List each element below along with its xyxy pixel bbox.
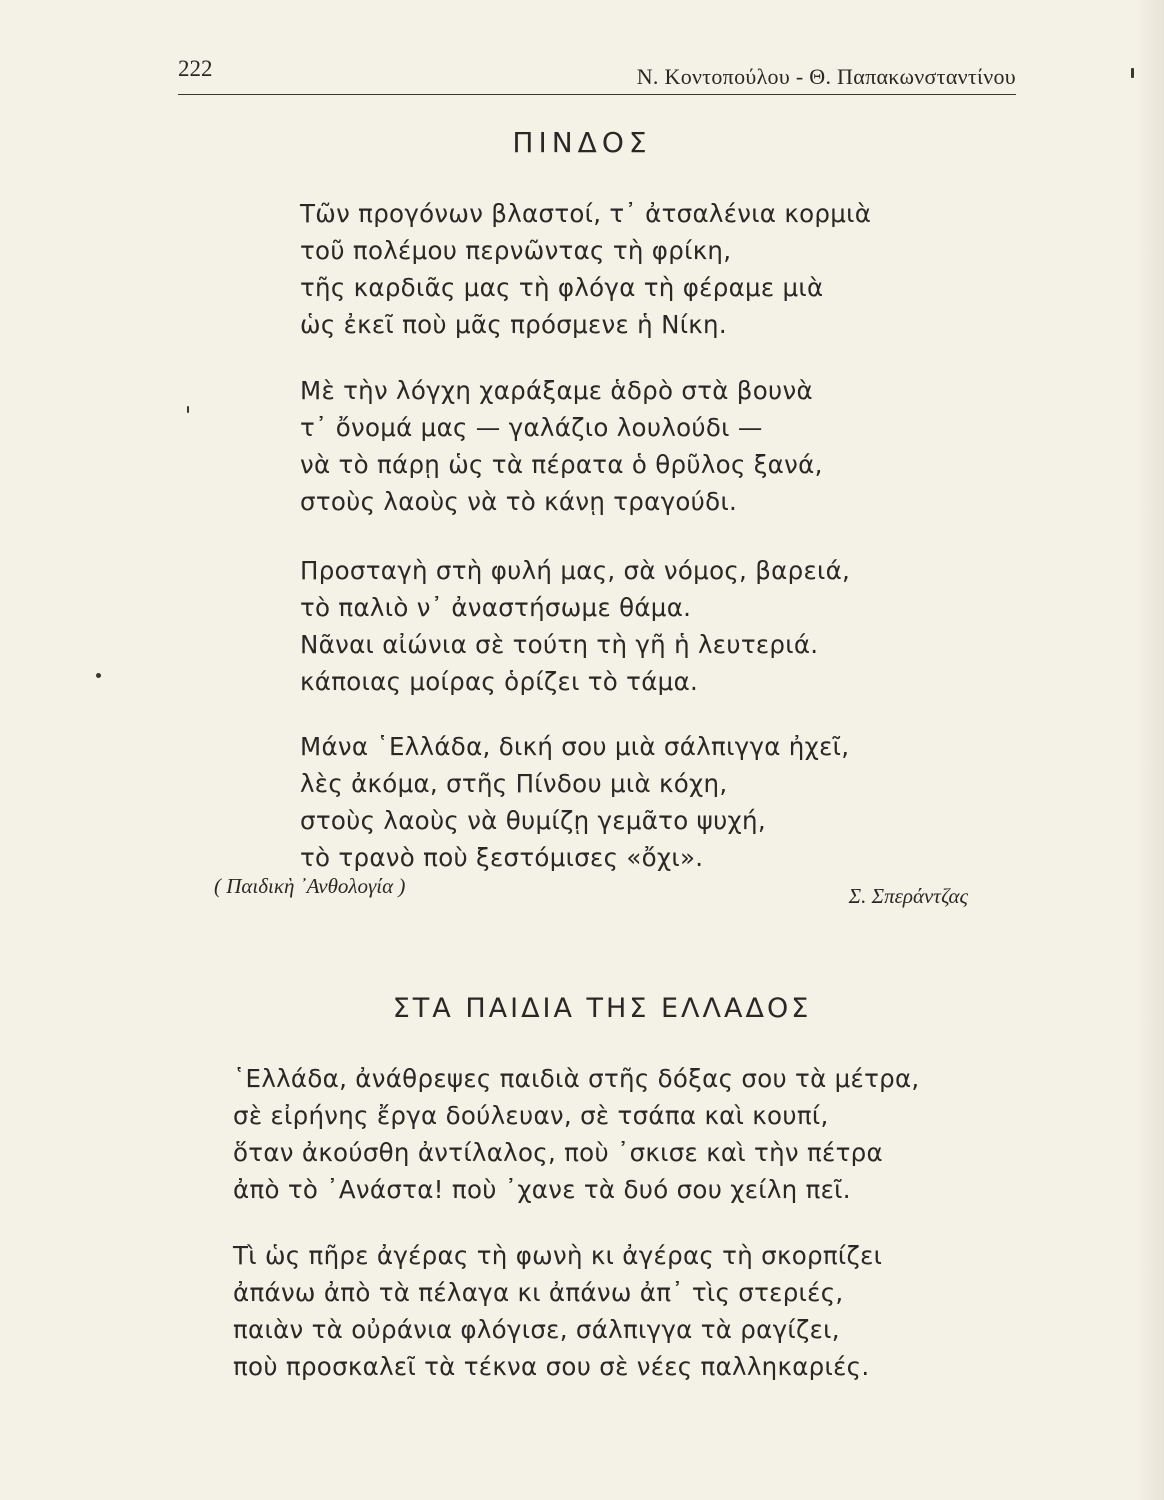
poem2-stanza-2: [233, 1237, 882, 1385]
poem-title-children-of-greece: ΣΤΑ ΠΑΙΔΙΑ ΤΗΣ ΕΛΛΑΔΟΣ: [392, 993, 812, 1024]
running-head: Ν. Κοντοπούλου - Θ. Παπακωνσταντίνου: [636, 64, 1016, 89]
poem-line: ἀπὸ τὸ ᾿Ανάστα! ποὺ ᾿χανε τὰ δυό σου χείλη πεῖ.: [233, 1175, 851, 1204]
poem-line: τ᾿ ὄνομά μας — γαλάζιο λουλούδι —: [300, 413, 763, 442]
poem-line: ῾Ελλάδα, ἀνάθρεψες παιδιὰ στῆς δόξας σου τὰ μέτρα,: [233, 1064, 920, 1093]
poem-line: στοὺς λαοὺς νὰ θυμίζῃ γεμᾶτο ψυχή,: [300, 806, 766, 835]
poem-line: νὰ τὸ πάρῃ ὡς τὰ πέρατα ὁ θρῦλος ξανά,: [300, 450, 823, 479]
poem-line: ἀπάνω ἀπὸ τὰ πέλαγα κι ἀπάνω ἀπ᾿ τὶς στεριές,: [233, 1278, 844, 1307]
poem-line: ποὺ προσκαλεῖ τὰ τέκνα σου σὲ νέες παλληκαριές.: [233, 1352, 870, 1381]
poem1-stanza-1: [300, 195, 871, 343]
poem-line: Νᾶναι αἰώνια σὲ τούτη τὴ γῆ ἡ λευτεριά.: [300, 630, 819, 659]
header-rule: [178, 94, 1016, 95]
poem-line: λὲς ἀκόμα, στῆς Πίνδου μιὰ κόχη,: [300, 769, 728, 798]
poem-line: Τὶ ὡς πῆρε ἀγέρας τὴ φωνὴ κι ἀγέρας τὴ σκορπίζει: [233, 1241, 883, 1270]
page-number: 222: [178, 56, 213, 81]
poem-line: σὲ εἰρήνης ἔργα δούλευαν, σὲ τσάπα καὶ κουπί,: [233, 1101, 829, 1130]
poem-author: Σ. Σπεράντζας: [848, 884, 968, 908]
poem-line: παιὰν τὰ οὐράνια φλόγισε, σάλπιγγα τὰ ραγίζει,: [233, 1315, 840, 1344]
poem-line: τὸ παλιὸ ν᾿ ἀναστήσωμε θάμα.: [300, 593, 692, 622]
print-speck: [1131, 68, 1134, 78]
poem1-stanza-4: [300, 728, 849, 876]
poem-line: στοὺς λαοὺς νὰ τὸ κάνῃ τραγούδι.: [300, 487, 738, 516]
poem-line: τὸ τρανὸ ποὺ ξεστόμισες «ὄχι».: [300, 843, 704, 872]
poem-line: τοῦ πολέμου περνῶντας τὴ φρίκη,: [300, 236, 732, 265]
poem-line: Τῶν προγόνων βλαστοί, τ᾿ ἀτσαλένια κορμιὰ: [300, 199, 872, 228]
print-speck: [187, 406, 189, 413]
poem1-stanza-3: [300, 552, 850, 700]
poem-line: κάποιας μοίρας ὁρίζει τὸ τάμα.: [300, 667, 699, 696]
poem-title-pindos: ΠΙΝΔΟΣ: [512, 126, 652, 159]
poem-line: Μὲ τὴν λόγχη χαράξαμε ἁδρὸ στὰ βουνὰ: [300, 376, 813, 405]
poem-source: ( Παιδικὴ ᾿Ανθολογία ): [214, 874, 406, 898]
poem-line: Μάνα ῾Ελλάδα, δική σου μιὰ σάλπιγγα ἠχεῖ,: [300, 732, 850, 761]
poem-line: Προσταγὴ στὴ φυλή μας, σὰ νόμος, βαρειά,: [300, 556, 851, 585]
page-edge-shadow: [1136, 0, 1164, 1500]
poem1-stanza-2: [300, 372, 823, 520]
poem-line: ὅταν ἀκούσθη ἀντίλαλος, ποὺ ᾿σκισε καὶ τὴν πέτρα: [233, 1138, 883, 1167]
print-speck: [96, 673, 101, 678]
poem-line: τῆς καρδιᾶς μας τὴ φλόγα τὴ φέραμε μιὰ: [300, 273, 824, 302]
poem2-stanza-1: [233, 1060, 920, 1208]
page-header: [178, 56, 1016, 96]
poem-line: ὡς ἐκεῖ ποὺ μᾶς πρόσμενε ἡ Νίκη.: [300, 310, 727, 339]
